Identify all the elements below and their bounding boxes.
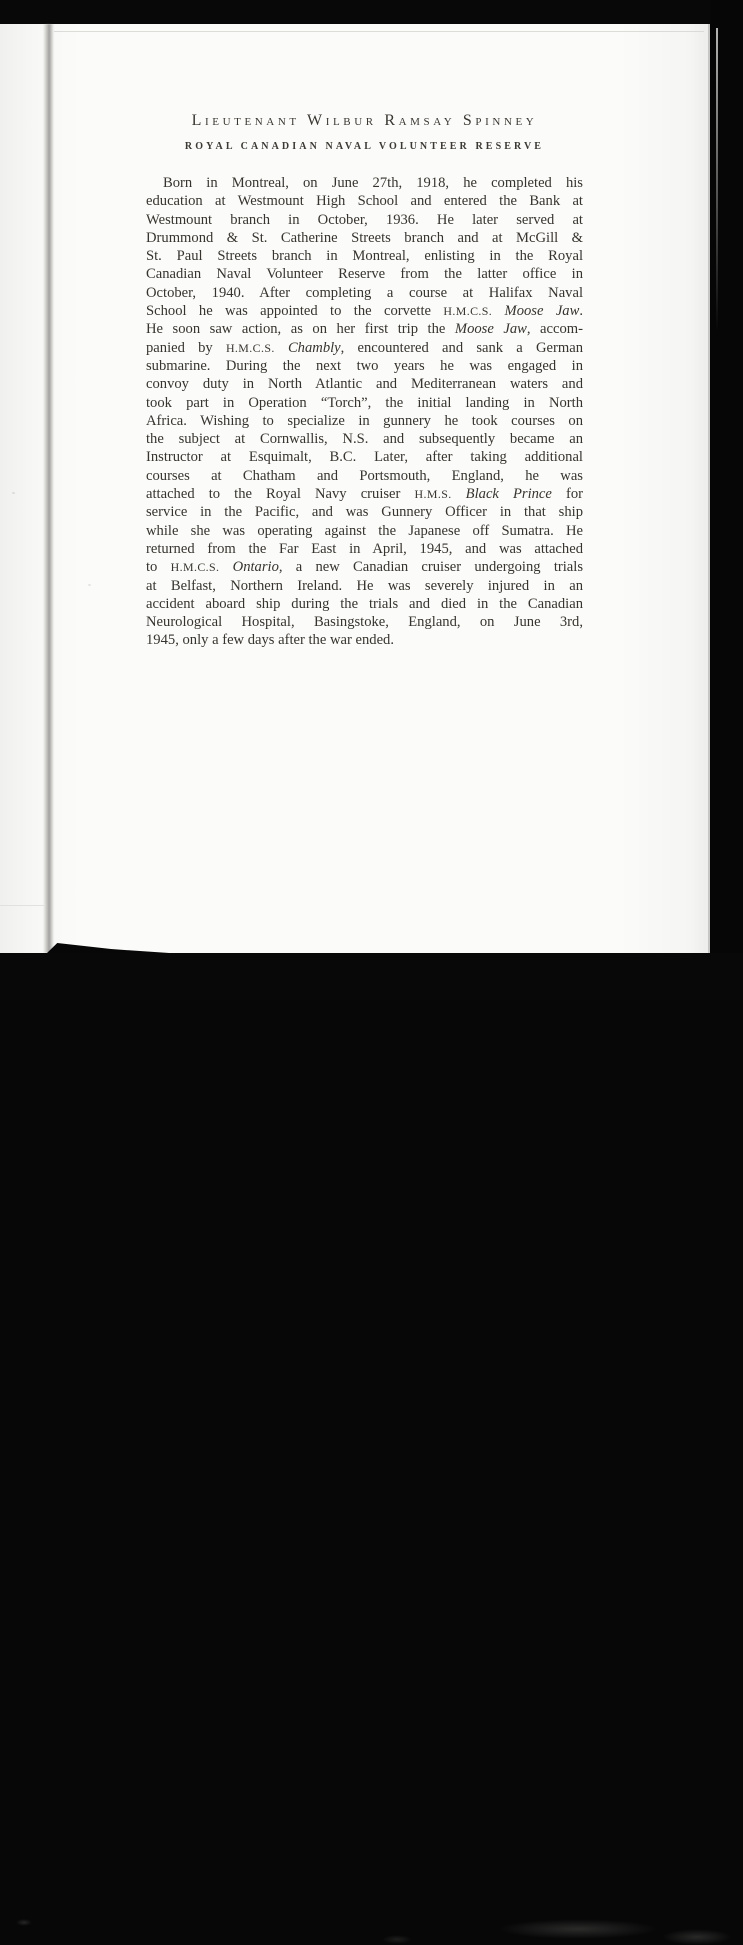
text-segment: October, 1940. After completing a course at Halifax Naval [146, 284, 583, 301]
body-line [146, 522, 583, 540]
text-segment [492, 303, 504, 319]
text-segment: courses at Chatham and Portsmouth, England, he was [146, 467, 583, 484]
text-segment: to [146, 559, 171, 576]
text-segment [452, 486, 466, 502]
ship-name: Moose Jaw [454, 321, 527, 338]
text-segment: Drummond & St. Catherine Streets branch and at McGill & [146, 229, 583, 246]
book-gutter-shadow [43, 24, 54, 953]
text-segment: He soon saw action, as on her first trip the [146, 321, 455, 338]
text-segment: H.M.C.S. [170, 560, 220, 575]
scan-right-edge [710, 0, 743, 1000]
dust-speck [88, 584, 91, 586]
text-segment: St. Paul Streets branch in Montreal, enlisting in the Royal [146, 248, 583, 265]
body-line [146, 631, 583, 649]
body-line [146, 448, 583, 466]
body-line [146, 503, 583, 521]
page-title: Lieutenant Wilbur Ramsay Spinney [191, 112, 538, 129]
body-line [146, 375, 583, 393]
text-segment: attached to the Royal Navy cruiser [146, 486, 415, 503]
text-segment: Born in Montreal, on June 27th, 1918, he completed his [163, 175, 583, 191]
body-line [146, 320, 583, 338]
book-page [0, 24, 710, 953]
body-line [146, 302, 583, 320]
text-segment: service in the Pacific, and was Gunnery Officer in that ship [146, 504, 583, 521]
text-segment: H.M.S. [414, 487, 452, 502]
body-line [146, 577, 583, 595]
body-line [146, 430, 583, 448]
scan-reflection [382, 1935, 412, 1944]
body-line [146, 613, 583, 631]
scan-reflection [498, 1919, 658, 1939]
body-line [146, 540, 583, 558]
biography-text [146, 174, 583, 650]
body-line [146, 229, 583, 247]
text-segment: 1945, only a few days after the war ended. [146, 632, 395, 649]
text-segment: Africa. Wishing to specialize in gunnery he took courses on [146, 412, 583, 429]
text-segment: Westmount branch in October, 1936. He later served at [146, 211, 583, 228]
body-line [146, 394, 583, 412]
text-segment: Neurological Hospital, Basingstoke, England, on June 3rd, [146, 614, 583, 631]
text-segment: returned from the Far East in April, 1945, and was attached [146, 540, 583, 557]
text-segment: , accom- [526, 321, 583, 338]
ship-name: Moose Jaw [504, 303, 580, 320]
text-segment: took part in Operation “Torch”, the initial landing in North [146, 394, 583, 411]
body-line [146, 485, 583, 503]
text-segment: at Belfast, Northern Ireland. He was severely injured in an [146, 577, 583, 594]
underlying-page-edge-top [54, 31, 704, 32]
text-segment [275, 340, 288, 356]
body-line [146, 357, 583, 375]
text-segment: education at Westmount High School and entered the Bank at [146, 193, 583, 210]
text-segment: for [551, 486, 583, 503]
ship-name: Black Prince [465, 486, 552, 503]
text-segment: while she was operating against the Japanese off Sumatra. He [146, 522, 583, 539]
body-line [146, 265, 583, 283]
scan-reflection [662, 1929, 732, 1945]
ship-name: Ontario [232, 559, 279, 576]
scan-top-edge [0, 0, 743, 24]
text-segment: convoy duty in North Atlantic and Mediterranean waters and [146, 376, 583, 393]
body-line [146, 284, 583, 302]
page-subtitle: ROYAL CANADIAN NAVAL VOLUNTEER RESERVE [184, 141, 545, 152]
body-line [146, 595, 583, 613]
text-segment: . [579, 303, 583, 320]
body-line [146, 339, 583, 357]
body-line [146, 412, 583, 430]
body-line [146, 558, 583, 576]
underlying-page-edge-left [0, 905, 44, 906]
text-segment: the subject at Cornwallis, N.S. and subsequently became an [146, 431, 583, 448]
text-segment: panied by [146, 339, 226, 356]
text-segment: H.M.C.S. [225, 340, 275, 355]
scan-bottom-edge [0, 953, 743, 1000]
ship-name: Chambly [287, 339, 341, 356]
text-segment: School he was appointed to the corvette [146, 303, 444, 320]
page-edge-highlight [716, 28, 718, 358]
text-segment: H.M.C.S. [443, 304, 493, 319]
text-segment: , a new Canadian cruiser undergoing trials [278, 559, 583, 576]
text-segment: , encountered and sank a German [340, 339, 583, 356]
text-segment: Instructor at Esquimalt, B.C. Later, after taking additional [146, 449, 583, 466]
text-segment [219, 559, 232, 575]
body-line [146, 174, 583, 192]
body-line [146, 247, 583, 265]
text-segment: accident aboard ship during the trials and died in the Canadian [146, 595, 583, 612]
body-line [146, 211, 583, 229]
body-line [146, 467, 583, 485]
scan-reflection [16, 1919, 32, 1926]
body-line [146, 192, 583, 210]
text-segment: submarine. During the next two years he was engaged in [146, 357, 583, 374]
text-segment: Canadian Naval Volunteer Reserve from the latter office in [146, 266, 583, 283]
dust-speck [12, 492, 15, 494]
